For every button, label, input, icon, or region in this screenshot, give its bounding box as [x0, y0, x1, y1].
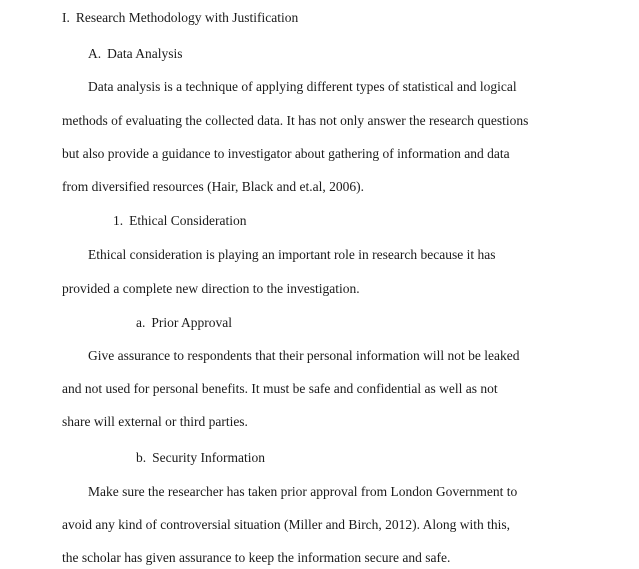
section-a-heading: [88, 46, 183, 62]
security-line-1: Make sure the researcher has taken prior approval from London Government to: [88, 484, 518, 499]
ethical-line-1: Ethical consideration is playing an important role in research because it has: [88, 247, 496, 262]
subsection-a-number: a.: [136, 315, 146, 330]
data-analysis-line-4: from diversified resources (Hair, Black and et.al, 2006).: [62, 179, 364, 194]
heading-title: Research Methodology with Justification: [75, 10, 299, 25]
section-1-heading: [113, 213, 246, 229]
prior-approval-line-3: share will external or third parties.: [62, 414, 248, 429]
subsection-a-title: Prior Approval: [151, 315, 232, 330]
data-analysis-line-3: but also provide a guidance to investigator about gathering of information and data: [62, 146, 510, 161]
ethical-line-2: provided a complete new direction to the investigation.: [62, 281, 360, 296]
section-1-title: Ethical Consideration: [129, 213, 247, 228]
subsection-b-title: Security Information: [152, 450, 265, 465]
security-line-3: the scholar has given assurance to keep the information secure and safe.: [62, 550, 451, 565]
security-line-2: avoid any kind of controversial situation (Miller and Birch, 2012). Along with this,: [62, 517, 511, 532]
subsection-a-heading: [136, 315, 232, 331]
heading-number: I.: [62, 10, 70, 25]
data-analysis-line-1: Data analysis is a technique of applying different types of statistical and logical: [88, 79, 517, 94]
subsection-b-heading: [136, 450, 265, 466]
section-1-number: 1.: [113, 213, 124, 228]
data-analysis-line-2: methods of evaluating the collected data. It has not only answer the research questions: [62, 113, 529, 128]
prior-approval-line-2: and not used for personal benefits. It must be safe and confidential as well as not: [62, 381, 498, 396]
section-a-number: A.: [88, 46, 102, 61]
section-a-title: Data Analysis: [107, 46, 183, 61]
prior-approval-line-1: Give assurance to respondents that their personal information will not be leaked: [88, 348, 520, 363]
subsection-b-number: b.: [136, 450, 147, 465]
main-heading: [62, 10, 298, 26]
